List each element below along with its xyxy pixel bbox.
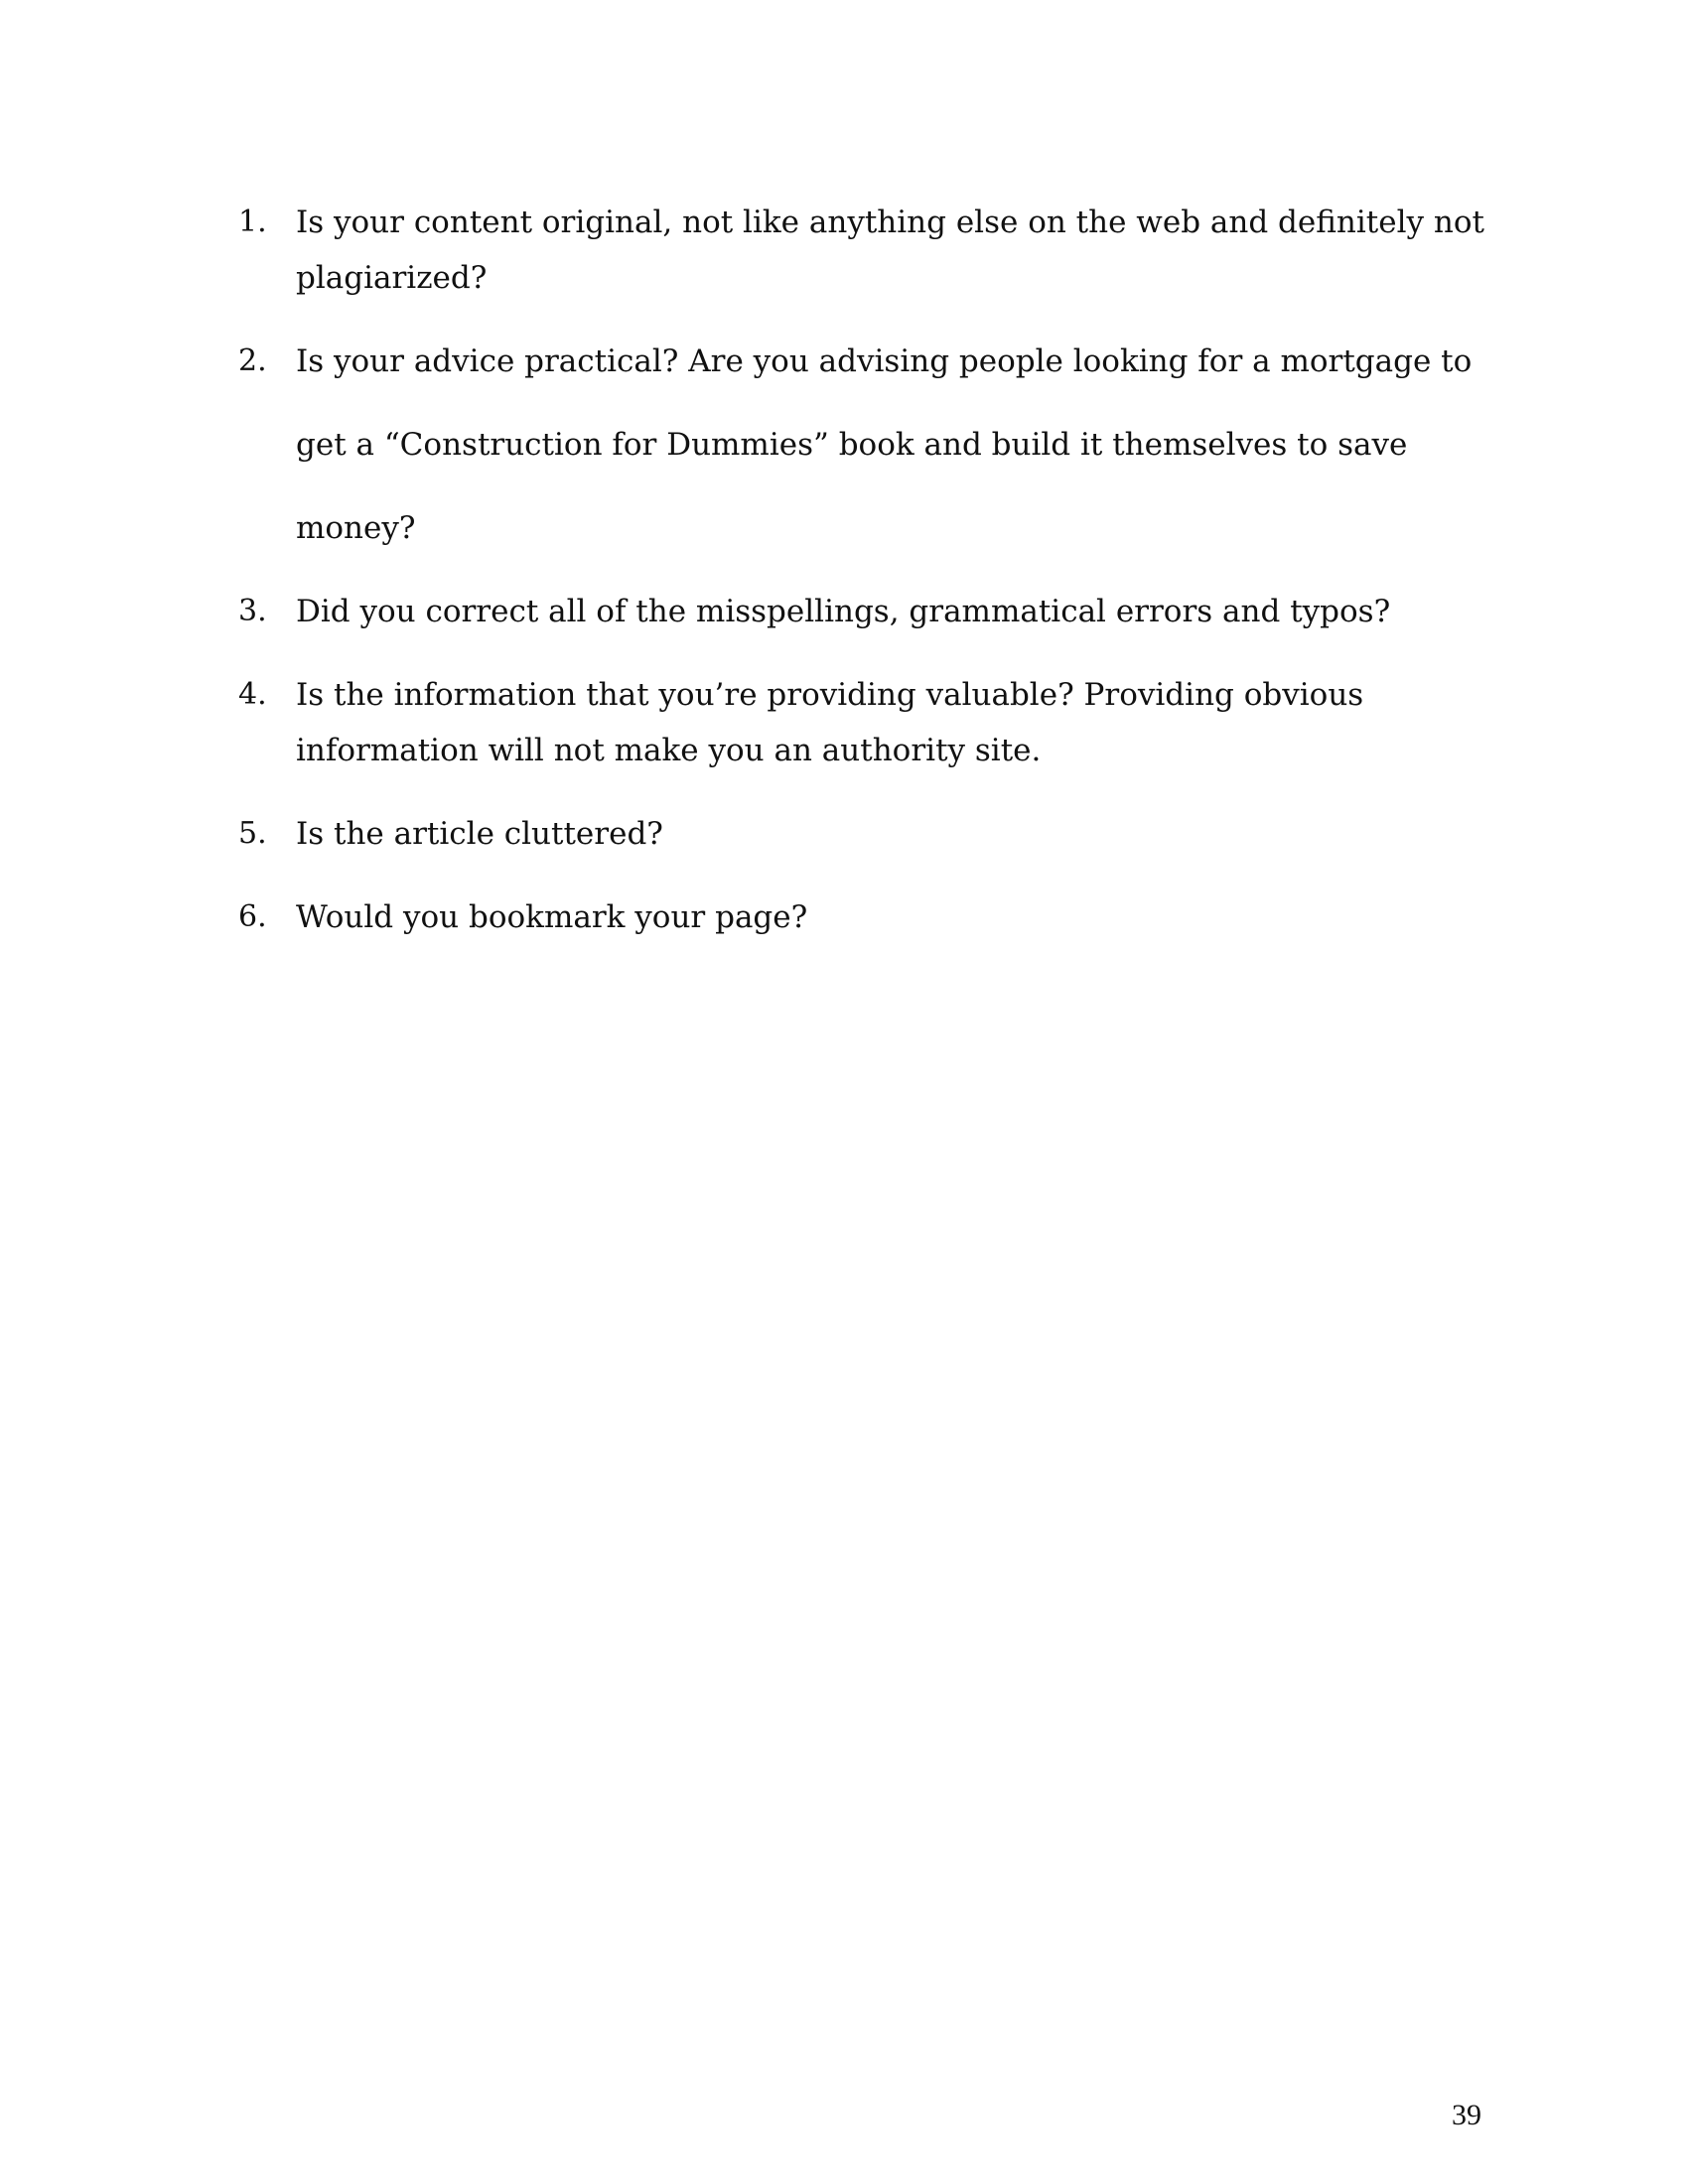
list-item bbox=[238, 195, 1489, 306]
list-item-text: Is your content original, not like anything else on the web and definitely not plagiarized? bbox=[296, 205, 1484, 296]
list-item bbox=[238, 320, 1489, 570]
list-item-number: 1. bbox=[238, 205, 267, 239]
question-list bbox=[238, 195, 1489, 973]
list-item-number: 3. bbox=[238, 594, 267, 628]
list-item-number: 6. bbox=[238, 899, 267, 934]
list-item-number: 4. bbox=[238, 677, 267, 712]
list-item-text: Would you bookmark your page? bbox=[296, 899, 808, 935]
list-item bbox=[238, 889, 1489, 945]
list-item-text: Is the article cluttered? bbox=[296, 816, 663, 852]
list-item-text: Is the information that you’re providing valuable? Providing obvious information will not make you an authority site. bbox=[296, 677, 1364, 768]
page-number: 39 bbox=[1452, 2099, 1481, 2131]
list-item-text: Did you correct all of the misspellings, grammatical errors and typos? bbox=[296, 594, 1391, 629]
list-item bbox=[238, 584, 1489, 639]
list-item-number: 2. bbox=[238, 343, 267, 378]
list-item bbox=[238, 806, 1489, 862]
list-item-text: Is your advice practical? Are you advising people looking for a mortgage to get a “Construction for Dummies” book and build it themselves to save money? bbox=[296, 343, 1473, 546]
list-item bbox=[238, 667, 1489, 778]
list-item-number: 5. bbox=[238, 816, 267, 851]
